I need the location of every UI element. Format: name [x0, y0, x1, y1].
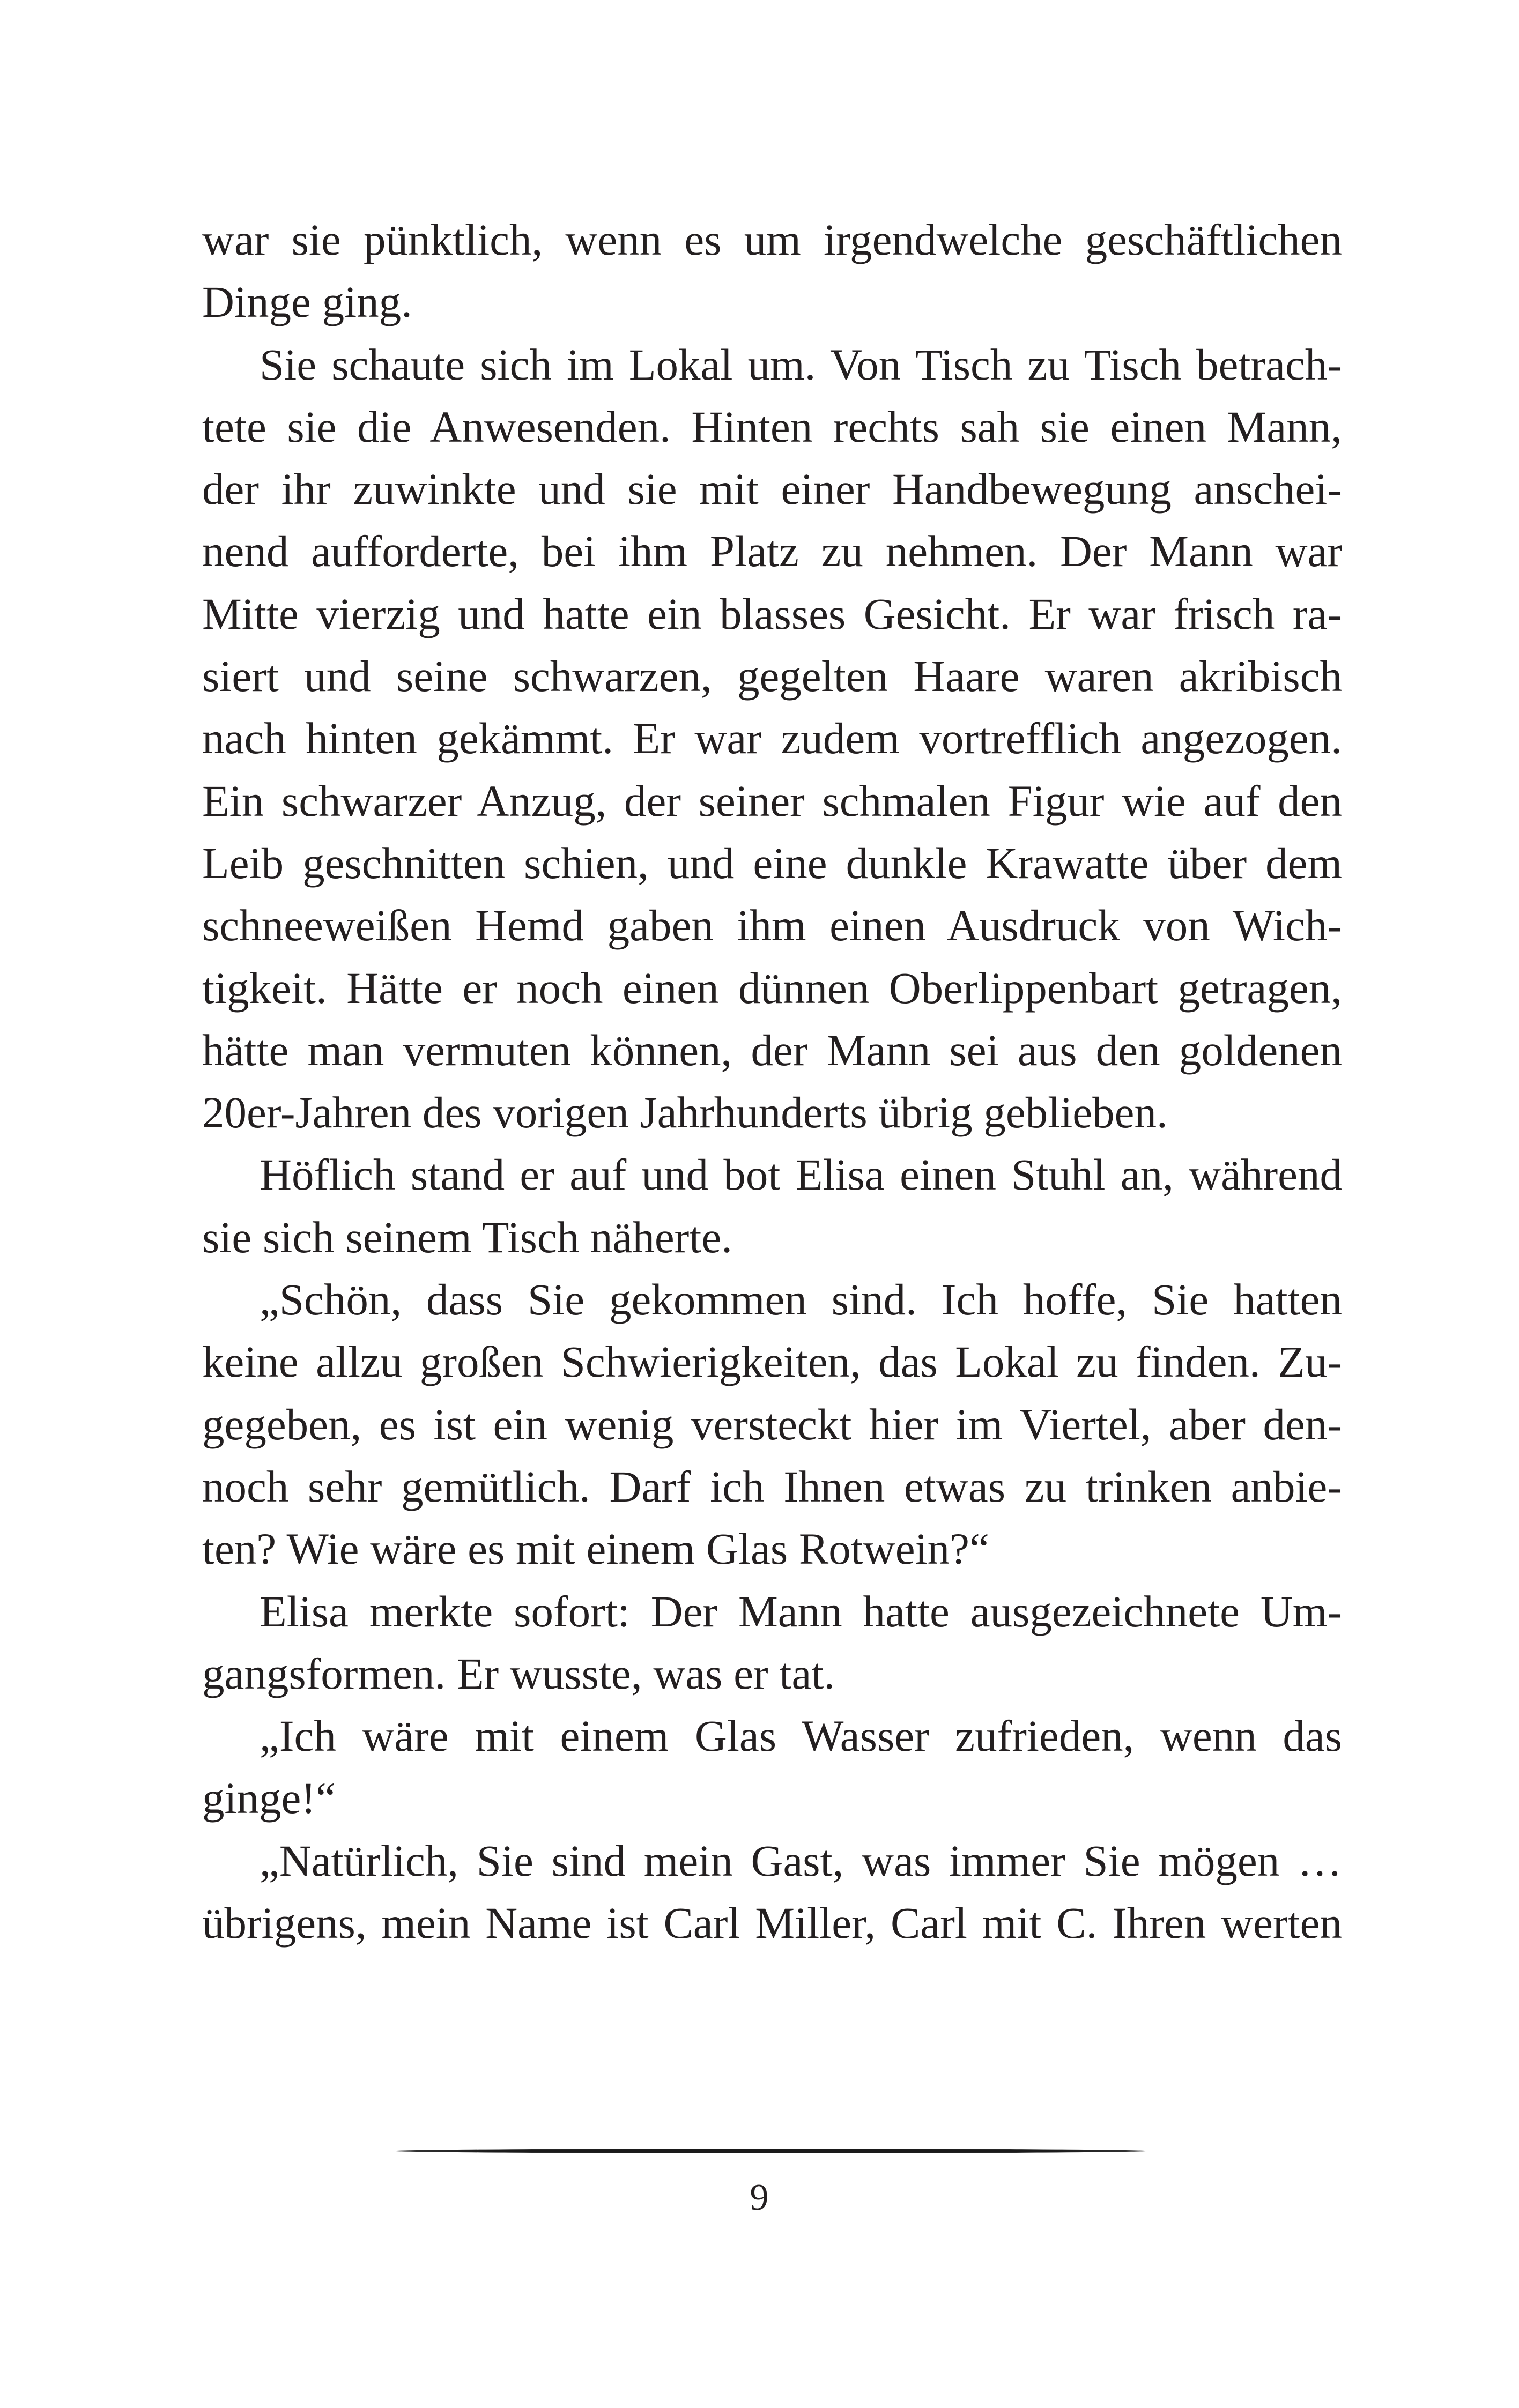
text-line: Ein schwarzer Anzug, der seiner schmalen Figur wie auf den [202, 776, 1342, 826]
text-line: Mitte vierzig und hatte ein blasses Gesicht. Er war frisch ra- [202, 589, 1342, 638]
text-line: Elisa merkte sofort: Der Mann hatte ausgezeichnete Um- [260, 1586, 1342, 1636]
text-line: „Schön, dass Sie gekommen sind. Ich hoffe, Sie hatten [260, 1275, 1342, 1325]
text-line: noch sehr gemütlich. Darf ich Ihnen etwas zu trinken anbie- [202, 1461, 1342, 1511]
text-line: Höflich stand er auf und bot Elisa einen Stuhl an, während [260, 1150, 1342, 1200]
text-line: der ihr zuwinkte und sie mit einer Handbewegung anschei- [202, 464, 1342, 514]
body-text [202, 209, 1342, 1954]
text-line: gangsformen. Er wusste, was er tat. [202, 1648, 835, 1698]
text-line: tete sie die Anwesenden. Hinten rechts sah sie einen Mann, [202, 402, 1342, 451]
text-line: Leib geschnitten schien, und eine dunkle Krawatte über dem [202, 838, 1342, 888]
text-line: sie sich seinem Tisch näherte. [202, 1212, 732, 1262]
text-line: hätte man vermuten können, der Mann sei aus den goldenen [202, 1025, 1342, 1075]
text-line: keine allzu großen Schwierigkeiten, das Lokal zu finden. Zu- [202, 1337, 1342, 1387]
text-line: tigkeit. Hätte er noch einen dünnen Oberlippenbart getragen, [202, 963, 1342, 1013]
text-line: war sie pünktlich, wenn es um irgendwelche geschäftlichen [202, 215, 1342, 264]
text-line: siert und seine schwarzen, gegelten Haare waren akribisch [202, 651, 1342, 701]
footer-rule [394, 2149, 1147, 2153]
text-line: nach hinten gekämmt. Er war zudem vortrefflich angezogen. [202, 714, 1342, 763]
text-line: 20er-Jahren des vorigen Jahrhunderts übrig geblieben. [202, 1088, 1168, 1138]
page-number: 9 [750, 2177, 769, 2218]
text-line: ginge!“ [202, 1773, 336, 1823]
text-line: Dinge ging. [202, 277, 412, 327]
text-line: ten? Wie wäre es mit einem Glas Rotwein?“ [202, 1524, 989, 1574]
text-line: Sie schaute sich im Lokal um. Von Tisch zu Tisch betrach- [260, 339, 1342, 389]
text-line: „Natürlich, Sie sind mein Gast, was immer Sie mögen … [260, 1835, 1342, 1885]
text-line: „Ich wäre mit einem Glas Wasser zufrieden, wenn das [260, 1711, 1342, 1761]
text-line: schneeweißen Hemd gaben ihm einen Ausdruck von Wich- [202, 901, 1342, 950]
text-line: gegeben, es ist ein wenig versteckt hier im Viertel, aber den- [202, 1399, 1342, 1449]
text-line: übrigens, mein Name ist Carl Miller, Carl mit C. Ihren werten [202, 1898, 1342, 1948]
text-line: nend aufforderte, bei ihm Platz zu nehmen. Der Mann war [202, 526, 1342, 576]
